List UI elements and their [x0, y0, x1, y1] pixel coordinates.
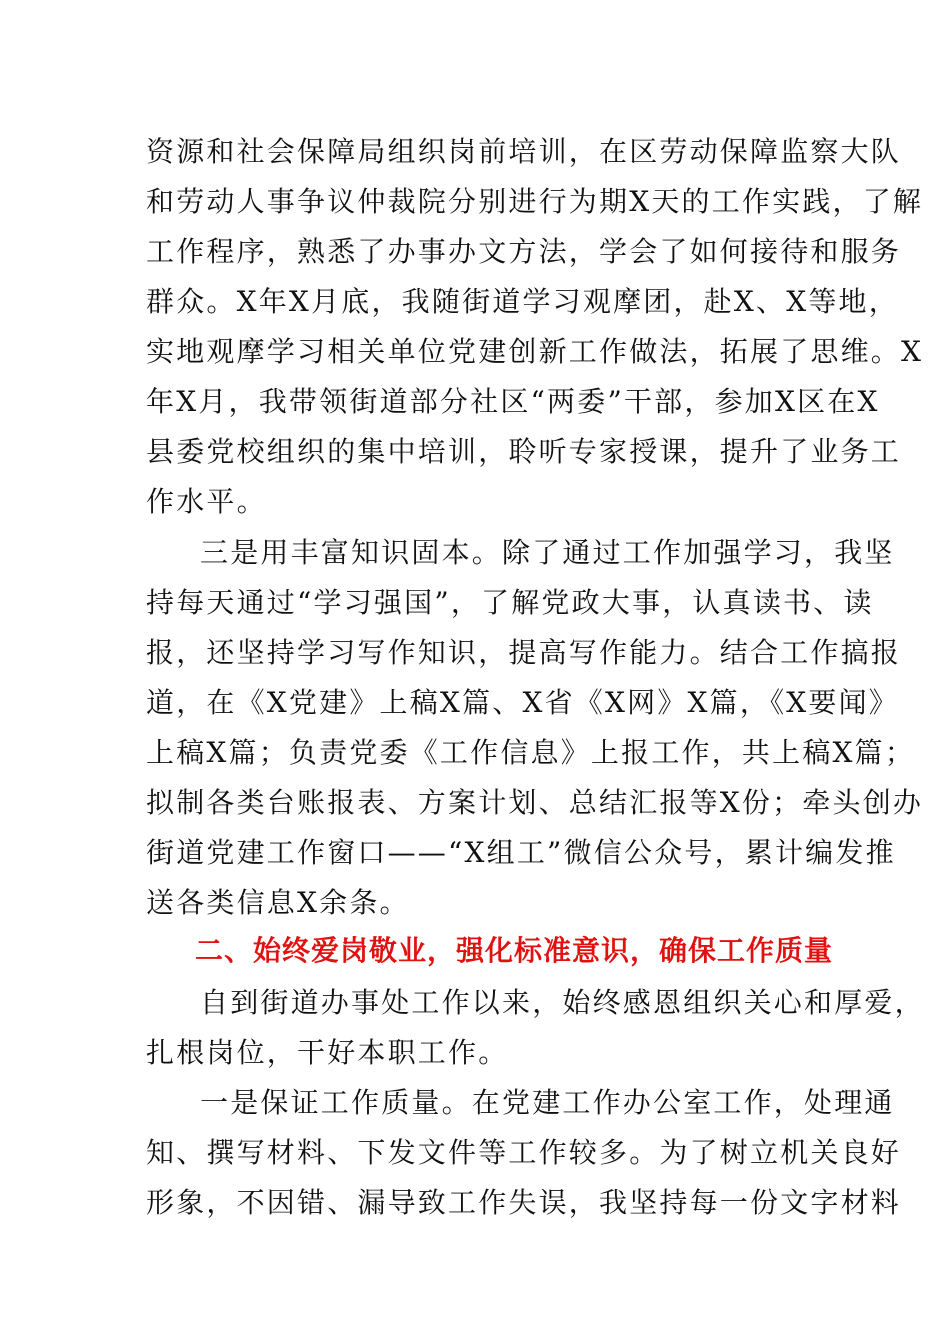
body-text-line: 送各类信息X余条。: [146, 886, 410, 919]
body-text-line: 报，还坚持学习写作知识，提高写作能力。结合工作搞报: [146, 636, 902, 669]
body-text-line: 扎根岗位，干好本职工作。: [146, 1036, 509, 1069]
body-text-line: 县委党校组织的集中培训，聆听专家授课，提升了业务工: [146, 435, 902, 468]
body-text-line: 知、撰写材料、下发文件等工作较多。为了树立机关良好: [146, 1136, 902, 1169]
body-text-line: 资源和社会保障局组织岗前培训，在区劳动保障监察大队: [146, 135, 902, 168]
body-text-line: 年X月，我带领街道部分社区“两委”干部，参加X区在X: [146, 385, 880, 418]
body-text-line: 作水平。: [146, 485, 267, 518]
body-text-line: 持每天通过“学习强国”，了解党政大事，认真读书、读: [146, 586, 874, 619]
body-text-line: 上稿X篇；负责党委《工作信息》上报工作，共上稿X篇；: [146, 736, 916, 769]
body-text-line: 街道党建工作窗口——“X组工”微信公众号，累计编发推: [146, 836, 896, 869]
paragraph-first-line: 自到街道办事处工作以来，始终感恩组织关心和厚爱，: [200, 986, 925, 1019]
body-text-line: 形象，不因错、漏导致工作失误，我坚持每一份文字材料: [146, 1186, 902, 1219]
body-text-line: 工作程序，熟悉了办事办文方法，学会了如何接待和服务: [146, 235, 902, 268]
body-text-line: 道，在《X党建》上稿X篇、X省《X网》X篇，《X要闻》: [146, 686, 900, 719]
paragraph-first-line: 一是保证工作质量。在党建工作办公室工作，处理通: [200, 1086, 895, 1119]
body-text-line: 和劳动人事争议仲裁院分别进行为期X天的工作实践，了解: [146, 185, 924, 218]
body-text-line: 拟制各类台账报表、方案计划、总结汇报等X份；牵头创办: [146, 786, 924, 819]
body-text-line: 实地观摩学习相关单位党建创新工作做法，拓展了思维。X: [146, 335, 924, 368]
section-heading: 二、始终爱岗敬业，强化标准意识，确保工作质量: [195, 934, 834, 967]
body-text-line: 群众。X年X月底，我随街道学习观摩团，赴X、X等地，: [146, 285, 899, 318]
paragraph-first-line: 三是用丰富知识固本。除了通过工作加强学习，我坚: [200, 536, 895, 569]
